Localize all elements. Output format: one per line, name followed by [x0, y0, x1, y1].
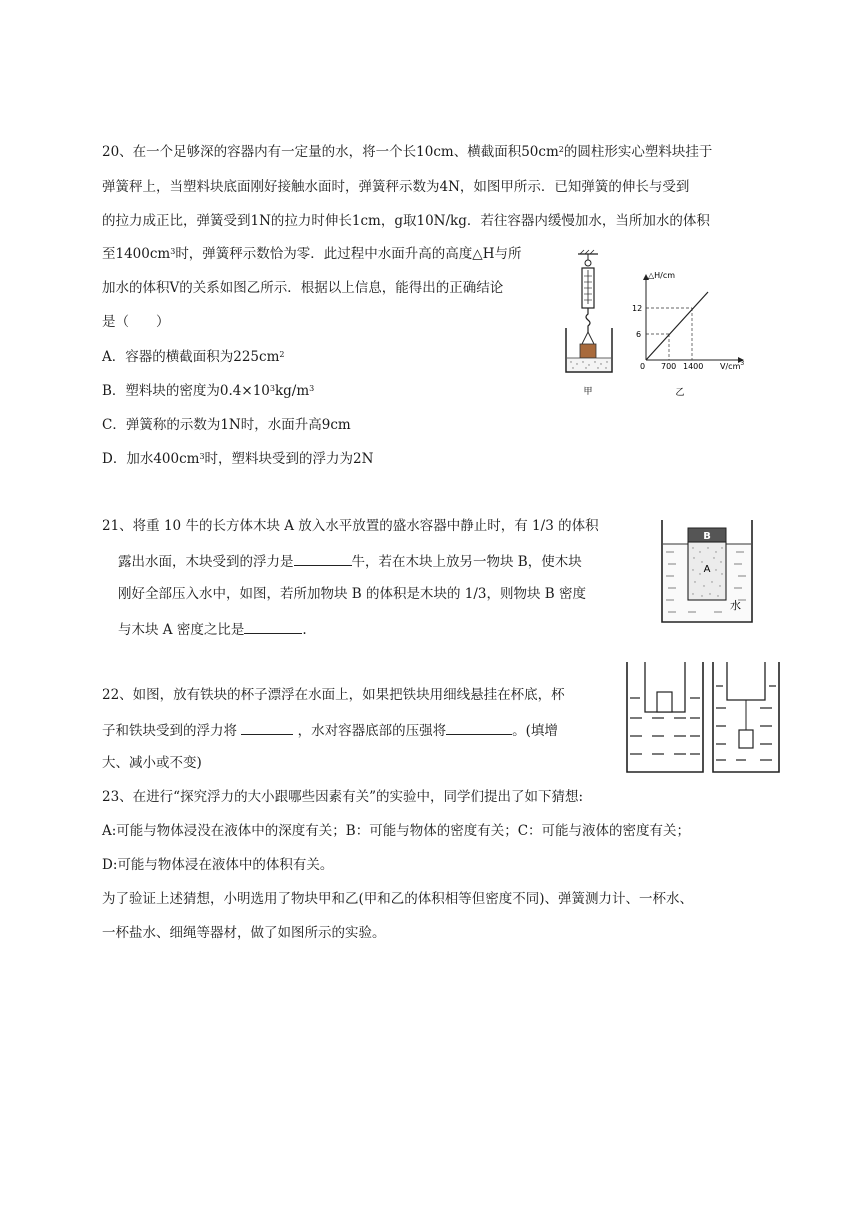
q23-line-3: D:可能与物体浸在液体中的体积有关。 [102, 857, 334, 873]
graph-y-tick-12: 12 [632, 304, 643, 313]
q21-line-3: 刚好全部压入水中，如图，若所加物块 B 的体积是木块的 1/3，则物块 B 密度 [118, 586, 587, 602]
q22-line-1: 22、如图，放有铁块的杯子漂浮在水面上，如果把铁块用细线悬挂在杯底，杯 [102, 687, 565, 703]
graph-x-axis-label: $V/cm^3$ [720, 360, 745, 371]
q22-line-2: 子和铁块受到的浮力将 ，水对容器底部的压强将 。(填增 [102, 720, 558, 740]
q23-line-1: 23、在进行“探究浮力的大小跟哪些因素有关”的实验中，同学们提出了如下猜想: [102, 789, 584, 805]
q22-figure-right [710, 660, 782, 776]
graph-line [646, 292, 708, 360]
fig-jia-label: 甲 [583, 387, 593, 397]
fig21-label-a: A [703, 564, 711, 575]
q21-answer-blank-2[interactable] [244, 619, 302, 634]
q21-answer-blank-1[interactable] [294, 551, 352, 566]
q21-line-1: 21、将重 10 牛的长方体木块 A 放入水平放置的盛水容器中静止时，有 1/3 的体积 [102, 518, 599, 534]
graph-y-tick-6: 6 [636, 330, 642, 339]
fig21-label-water: 水 [730, 599, 741, 612]
graph-origin: 0 [640, 362, 646, 371]
q23-line-2: A:可能与物体浸没在液体中的深度有关；B：可能与物体的密度有关；C：可能与液体的密度有关； [102, 823, 691, 839]
fig21-label-b: B [703, 531, 711, 542]
q20-option-c: C．弹簧称的示数为1N时，水面升高9cm [102, 417, 351, 433]
q20-line-2: 弹簧秤上，当塑料块底面刚好接触水面时，弹簧秤示数为4N，如图甲所示．已知弹簧的伸长与受到 [102, 179, 690, 195]
q20-line-6: 是（ ） [102, 314, 170, 330]
q23-line-4: 为了验证上述猜想，小明选用了物块甲和乙(甲和乙的体积相等但密度不同)、弹簧测力计、一杯水、 [102, 891, 694, 907]
q21-figure [658, 518, 756, 626]
q22-answer-blank-2[interactable] [446, 720, 512, 735]
q20-figure-jia [558, 248, 628, 398]
q23-line-5: 一杯盐水、细绳等器材，做了如图所示的实验。 [102, 925, 386, 941]
graph-x-tick-1400: 1400 [683, 362, 704, 371]
fig-yi-label: 乙 [675, 388, 685, 398]
q22-figure-left [624, 660, 706, 776]
q20-option-a: A．容器的横截面积为$225cm^2$ [102, 349, 285, 365]
q20-line-5: 加水的体积V的关系如图乙所示．根据以上信息，能得出的正确结论 [102, 280, 504, 296]
graph-x-tick-700: 700 [661, 362, 677, 371]
q20-line-4: 至$1400cm^3$时，弹簧秤示数恰为零．此过程中水面升高的高度△H与所 [102, 246, 522, 262]
graph-y-axis-label: △H/cm [648, 271, 676, 280]
q21-line-2: 露出水面，木块受到的浮力是 牛，若在木块上放另一物块 B，使木块 [118, 551, 582, 571]
q22-line-3: 大、减小或不变) [102, 755, 202, 771]
q20-line-1: 20、在一个足够深的容器内有一定量的水，将一个长10cm、横截面积$50cm^2$的圆柱形实心塑料块挂于 [102, 144, 713, 160]
q21-line-4: 与木块 A 密度之比是 . [118, 619, 307, 639]
q22-answer-blank-1[interactable] [241, 720, 293, 735]
q20-line-3: 的拉力成正比，弹簧受到1N的拉力时伸长1cm，g取10N/kg．若往容器内缓慢加水，当所加水的体积 [102, 213, 710, 229]
q20-option-b: B．塑料块的密度为$0.4\times 10^3kg/m^3$ [102, 383, 315, 399]
q20-figure-yi-graph [630, 268, 760, 400]
q20-option-d: D．加水$400cm^3$时，塑料块受到的浮力为2N [102, 451, 374, 467]
